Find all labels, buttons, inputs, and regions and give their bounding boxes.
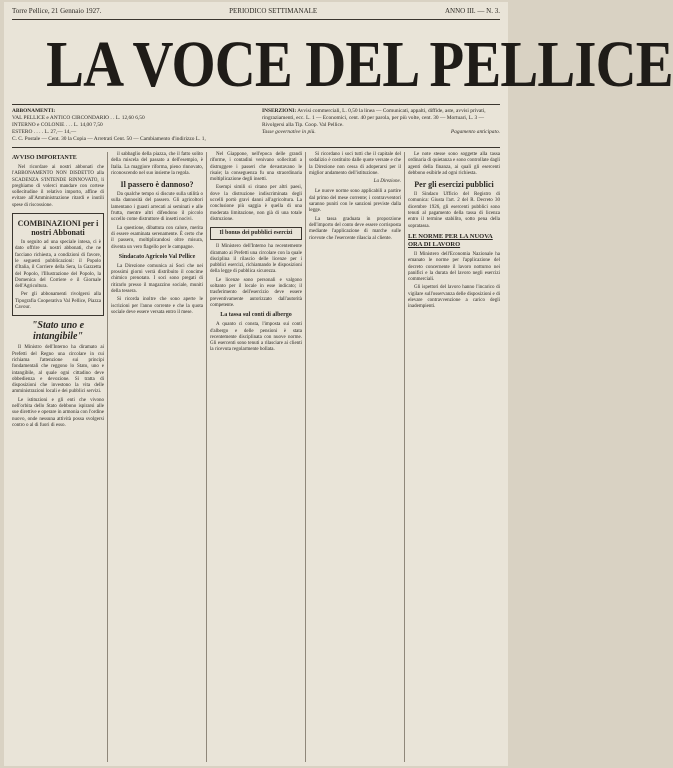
column-1 <box>12 152 104 764</box>
combinations-box <box>12 213 104 316</box>
column-4 <box>309 152 401 764</box>
article-title: LE NORME PER LA NUOVA ORA DI LAVORO <box>408 232 493 248</box>
combinations-title: COMBINAZIONI per i nostri Abbonati <box>17 219 99 238</box>
inserzioni-tax: Tasse governative in più. <box>262 129 316 135</box>
inserzioni-block <box>262 108 500 136</box>
column-divider <box>305 152 306 762</box>
article-paragraph: Le licenze sono personali e valgono soltanto per il locale in esse indicato; il trasferimento dell'esercizio deve essere preventivamente autorizzato dall'autorità competente. <box>210 277 302 308</box>
subscription-line: VAL PELLICE e ANTICO CIRCONDARIO . . L. 12,60 6,50 <box>12 115 145 121</box>
issue-number: ANNO III. — N. 3. <box>444 7 500 15</box>
column-divider <box>107 152 108 762</box>
column-2 <box>111 152 203 764</box>
article-paragraph: il sabbaglio della piazza, che il fatto solito della miscela del passato a dell'esempio, è Italia. La maggiore riforma, pieno rinnovato, riconoscendo nel suo insieme la regola. <box>111 152 203 176</box>
article-paragraph: Il Ministro dell'Interno ha diramato ai Prefetti del Regno una circolare in cui richiama l'attenzione sui principi fondamentali che reggono lo Stato, uno e intangibile, al quale ogni cittadino deve obbedienza e devozione. Si tratta di disposizioni che investono la vita delle amministrazioni locali e dei pubblici servizi. <box>12 345 104 395</box>
combinations-paragraph: Per gli abbonamenti rivolgersi alla Tipografia Cooperativa Val Pellice, Piazza Cavour. <box>15 292 101 311</box>
column-divider <box>404 152 405 762</box>
article-paragraph: Le nuove norme sono applicabili a partire dal primo del mese corrente; i contravventori saranno puniti con le sanzioni previste dalla legge. <box>309 189 401 214</box>
column-divider <box>206 152 207 762</box>
article-title: Il bonus dei pubblici esercizi <box>210 227 302 240</box>
article-paragraph: La Direzione comunica ai Soci che nei prossimi giorni verrà distribuito il concime chimico prenotato. I soci sono pregati di ritirarlo presso il magazzino sociale, muniti della tessera. <box>111 263 203 295</box>
article-paragraph: Il Sindaco Ufficio del Registro di comunica: Giusta l'art. 2 del R. Decreto 30 dicembre 1926, gli esercenti pubblici sono tenuti al pagamento della tassa di licenza entro il termine stabilito, sotto pena della sopratassa. <box>408 192 500 229</box>
article-paragraph: Le istituzioni e gli enti che vivono nell'orbita dello Stato debbono ispirarsi alle sue direttive e operare in armonia con l'ordine nuovo, onde nessuna attività possa svolgersi contro o al di fuori di esso. <box>12 397 104 428</box>
newspaper-page <box>4 2 673 766</box>
signature: La Direzione. <box>373 179 401 185</box>
subscriptions-block <box>12 108 252 143</box>
column-5 <box>408 152 500 764</box>
header-bottom-rule <box>12 147 500 148</box>
notice-title: AVVISO IMPORTANTE <box>12 155 77 161</box>
article-paragraph: Il Ministero dell'Economia Nazionale ha emanato le norme per l'applicazione del decreto concernente il lavoro notturno nei panifici e la durata del lavoro negli esercizi commerciali. <box>408 251 500 283</box>
notice-paragraph: Nel ricordare ai nostri abbonati che l'ABBONAMENTO NON DISDETTO alla SCADENZA S'INTENDE RINNOVATO, li preghiamo di volerci mandare con cortese sollecitudine il relativo importo, affine di evitare all'Amministrazione ritardi e inutili spese di riscossione. <box>12 165 104 208</box>
article-paragraph: La questione, dibattuta con calore, merita di essere esaminata serenamente. È certo che il passero, moltiplicandosi oltre misura, diventa un vero flagello per le campagne. <box>111 225 203 250</box>
masthead-rule <box>12 104 500 105</box>
article-paragraph: A quanto ci consta, l'imposta sui conti d'albergo e delle pensioni è stata recentemente disciplinata con nuove norme. Gli esercenti sono tenuti a rilasciare ai clienti la ricevuta regolarmente bollata. <box>210 322 302 353</box>
issue-frequency: PERIODICO SETTIMANALE <box>229 7 318 15</box>
article-title: Sindacato Agricolo Val Pellice <box>118 253 196 260</box>
inserzioni-text: Avvisi commerciali, L. 0,50 la linea — Comunicati, appalti, diffide, aste, avvisi privati, ringraziamenti, ecc. L. 1 — Economici, cent. 40 per parola, per più volte, cent. 30 — Mortuari, L. 3 — Rivolgersi alla Tip. Coop. Val Pellice. <box>262 108 486 128</box>
article-paragraph: Esempi simili si citano per altri paesi, dove la distruzione indiscriminata degli uccelli portò gravi danni all'agricoltura. La conclusione più saggia è quella di una moderata limitazione, non già di una totale distruzione. <box>210 185 302 222</box>
article-paragraph: Gli ispettori del lavoro hanno l'incarico di vigilare sull'osservanza delle disposizioni e di elevare contravvenzione a carico degli inadempienti. <box>408 285 500 310</box>
top-rule <box>12 19 500 20</box>
subscription-line: ESTERO . . . . L. 27,— 14,— <box>12 129 77 135</box>
article-paragraph: Si ricorda inoltre che sono aperte le iscrizioni per l'anno corrente e che la quota sociale deve essere versata entro il mese. <box>111 297 203 315</box>
article-paragraph: Le note stesse sono soggette alla tassa ordinaria di quietanza e sono controllate dagli agenti della finanza, ai quali gli esercenti debbono esibirle ad ogni richiesta. <box>408 152 500 176</box>
article-paragraph: La tassa graduata in proporzione dell'importo del conto deve essere corrisposta mediante l'applicazione di marche sulle ricevute che l'esercente rilascia al cliente. <box>309 216 401 241</box>
masthead-title: LA VOCE DEL PELLICE <box>46 28 673 101</box>
inserzioni-payment: Pagamento anticipato. <box>450 129 500 135</box>
article-title: La tassa sul conti di albergo <box>220 312 292 319</box>
issue-date: Torre Pellice, 21 Gennaio 1927. <box>12 7 102 15</box>
article-title: Il passero è dannoso? <box>120 180 194 190</box>
issue-info-line <box>12 6 500 16</box>
article-paragraph: Nel Giappone, nell'epoca delle grandi riforme, i contadini venivano sollecitati a distruggere i passeri che devastavano le risaie; la conseguenza fu una straordinaria moltiplicazione degli insetti. <box>210 152 302 183</box>
article-title: Per gli esercizi pubblici <box>414 180 494 190</box>
article-paragraph: Il Ministero dell'Interno ha recentemente diramato ai Prefetti una circolare con la quale disciplina il rilascio delle licenze per i pubblici esercizi, richiamando le disposizioni della legge di pubblica sicurezza. <box>210 244 302 275</box>
column-3 <box>210 152 302 764</box>
article-title: "Stato uno e intangibile" <box>31 320 85 343</box>
subscription-line: INTERNO e COLONIE . . . L. 14,00 7,50 <box>12 122 103 128</box>
article-paragraph: Si ricordano i soci tutti che il capitale del sodalizio è costituito dalle quote versate e che la Direzione non cessa di adoperarsi per il miglior andamento dell'istituzione. <box>309 152 401 176</box>
combinations-paragraph: In seguito ad una speciale intesa, ci è dato offrire ai nostri abbonati, che ne facciano richiesta, a condizioni di favore, le seguenti pubblicazioni: il Popolo d'Italia, il Corriere della Sera, la Gazzetta del Popolo, l'Illustrazione del Popolo, la Domenica del Corriere e il Giornale dell'Agricoltura. <box>15 240 101 290</box>
article-paragraph: Da qualche tempo si discute sulla utilità o sulla dannosità del passero. Gli agricoltori lamentano i guasti arrecati ai seminati e alle frutta, mentre altri difendono il piccolo uccello come distruttore di insetti nocivi. <box>111 192 203 223</box>
inserzioni-label: INSERZIONI: <box>262 108 297 114</box>
subscriptions-label: ABBONAMENTI: <box>12 108 56 114</box>
subscription-note: C. C. Postale — Cent. 30 la Copia — Arretrati Cent. 50 — Cambiamento d'indirizzo L. 1, <box>12 136 206 142</box>
